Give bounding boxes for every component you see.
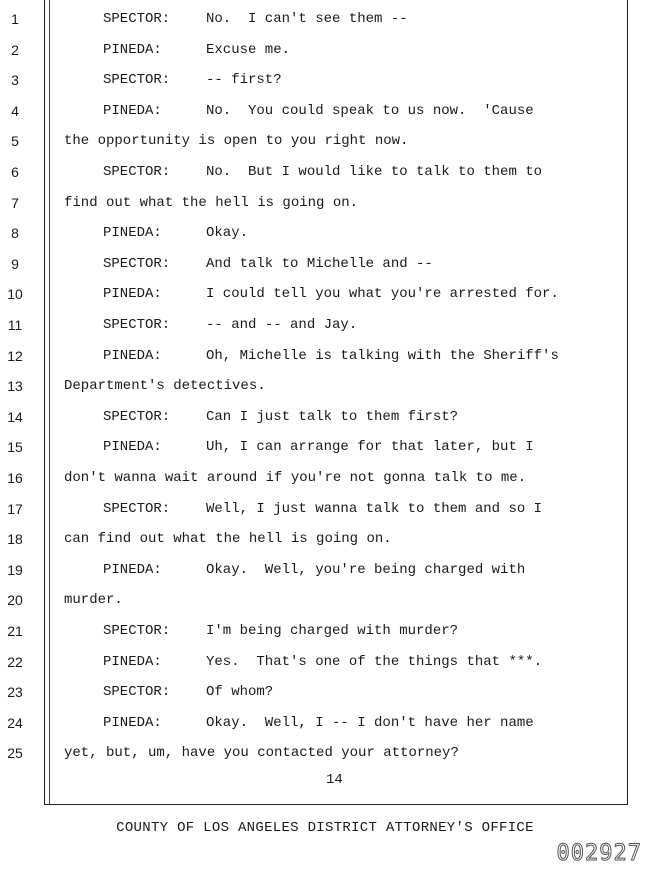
line-number: 2 bbox=[11, 42, 19, 58]
line-text: the opportunity is open to you right now. bbox=[64, 133, 409, 149]
transcript-line bbox=[103, 684, 273, 700]
line-text: Uh, I can arrange for that later, but I bbox=[206, 439, 534, 455]
transcript-line bbox=[103, 654, 542, 670]
speaker-label: SPECTOR: bbox=[103, 256, 171, 272]
line-text: No. I can't see them -- bbox=[206, 11, 408, 27]
speaker-label: PINEDA: bbox=[103, 348, 162, 364]
transcript-line bbox=[103, 164, 542, 180]
line-text: Okay. Well, I -- I don't have her name bbox=[206, 715, 534, 731]
line-number: 19 bbox=[7, 562, 23, 578]
line-number: 17 bbox=[7, 501, 23, 517]
line-text: Well, I just wanna talk to them and so I bbox=[206, 501, 543, 517]
line-text: I'm being charged with murder? bbox=[206, 623, 459, 639]
line-number: 4 bbox=[11, 103, 19, 119]
line-number: 7 bbox=[11, 195, 19, 211]
speaker-label: SPECTOR: bbox=[103, 684, 171, 700]
line-text: don't wanna wait around if you're not gonna talk to me. bbox=[64, 470, 527, 486]
transcript-line bbox=[103, 623, 458, 639]
line-number: 9 bbox=[11, 256, 19, 272]
transcript-line bbox=[103, 501, 542, 517]
line-text: No. You could speak to us now. 'Cause bbox=[206, 103, 534, 119]
speaker-label: SPECTOR: bbox=[103, 623, 171, 639]
line-number: 12 bbox=[7, 348, 23, 364]
transcript-line bbox=[103, 286, 559, 302]
transcript-line bbox=[103, 72, 282, 88]
transcript-line bbox=[103, 715, 534, 731]
line-number: 10 bbox=[7, 286, 23, 302]
speaker-label: PINEDA: bbox=[103, 103, 162, 119]
line-text: Okay. Well, you're being charged with bbox=[206, 562, 526, 578]
line-number: 11 bbox=[7, 317, 23, 333]
line-text: Can I just talk to them first? bbox=[206, 409, 459, 425]
transcript-line bbox=[103, 103, 534, 119]
line-text: And talk to Michelle and -- bbox=[206, 256, 433, 272]
line-text: Yes. That's one of the things that ***. bbox=[206, 654, 543, 670]
line-number: 13 bbox=[7, 378, 23, 394]
speaker-label: SPECTOR: bbox=[103, 409, 171, 425]
speaker-label: SPECTOR: bbox=[103, 317, 171, 333]
transcript-line bbox=[103, 439, 534, 455]
line-text: can find out what the hell is going on. bbox=[64, 531, 392, 547]
transcript-line bbox=[103, 317, 357, 333]
speaker-label: PINEDA: bbox=[103, 562, 162, 578]
transcript-line bbox=[64, 745, 459, 761]
speaker-label: PINEDA: bbox=[103, 286, 162, 302]
line-text: find out what the hell is going on. bbox=[64, 195, 359, 211]
line-number: 5 bbox=[11, 133, 19, 149]
speaker-label: SPECTOR: bbox=[103, 11, 171, 27]
line-number: 15 bbox=[7, 439, 23, 455]
transcript-line bbox=[103, 42, 290, 58]
line-number: 3 bbox=[11, 72, 19, 88]
line-text: murder. bbox=[64, 592, 123, 608]
speaker-label: PINEDA: bbox=[103, 42, 162, 58]
line-text: No. But I would like to talk to them to bbox=[206, 164, 543, 180]
line-text: Excuse me. bbox=[206, 42, 291, 58]
line-text: Of whom? bbox=[206, 684, 274, 700]
line-text: -- first? bbox=[206, 72, 282, 88]
line-text: Oh, Michelle is talking with the Sheriff's bbox=[206, 348, 559, 364]
transcript-line bbox=[103, 11, 408, 27]
speaker-label: PINEDA: bbox=[103, 225, 162, 241]
line-number: 1 bbox=[11, 11, 19, 27]
bates-stamp: 002927 bbox=[556, 841, 642, 866]
transcript-line bbox=[64, 470, 526, 486]
line-number: 22 bbox=[7, 654, 23, 670]
line-number: 6 bbox=[11, 164, 19, 180]
transcript-line bbox=[103, 256, 433, 272]
margin-rule bbox=[49, 0, 50, 804]
speaker-label: SPECTOR: bbox=[103, 164, 171, 180]
line-number: 25 bbox=[7, 745, 23, 761]
transcript-line bbox=[64, 133, 408, 149]
transcript-line bbox=[64, 195, 358, 211]
line-number: 20 bbox=[7, 592, 23, 608]
line-number: 18 bbox=[7, 531, 23, 547]
line-text: -- and -- and Jay. bbox=[206, 317, 358, 333]
speaker-label: PINEDA: bbox=[103, 715, 162, 731]
line-text: Okay. bbox=[206, 225, 249, 241]
speaker-label: SPECTOR: bbox=[103, 501, 171, 517]
line-number: 23 bbox=[7, 684, 23, 700]
line-text: I could tell you what you're arrested for. bbox=[206, 286, 559, 302]
line-number: 14 bbox=[7, 409, 23, 425]
transcript-line bbox=[64, 592, 123, 608]
line-text: yet, but, um, have you contacted your attorney? bbox=[64, 745, 459, 761]
speaker-label: PINEDA: bbox=[103, 439, 162, 455]
transcript-line bbox=[64, 378, 266, 394]
line-number: 24 bbox=[7, 715, 23, 731]
speaker-label: SPECTOR: bbox=[103, 72, 171, 88]
line-number: 21 bbox=[7, 623, 23, 639]
page-number: 14 bbox=[326, 772, 343, 788]
transcript-line bbox=[103, 348, 559, 364]
transcript-line bbox=[103, 562, 525, 578]
transcript-line bbox=[103, 225, 248, 241]
speaker-label: PINEDA: bbox=[103, 654, 162, 670]
line-number: 16 bbox=[7, 470, 23, 486]
transcript-line bbox=[64, 531, 392, 547]
office-footer: COUNTY OF LOS ANGELES DISTRICT ATTORNEY'S OFFICE bbox=[116, 820, 534, 836]
line-text: Department's detectives. bbox=[64, 378, 266, 394]
transcript-line bbox=[103, 409, 458, 425]
line-number: 8 bbox=[11, 225, 19, 241]
